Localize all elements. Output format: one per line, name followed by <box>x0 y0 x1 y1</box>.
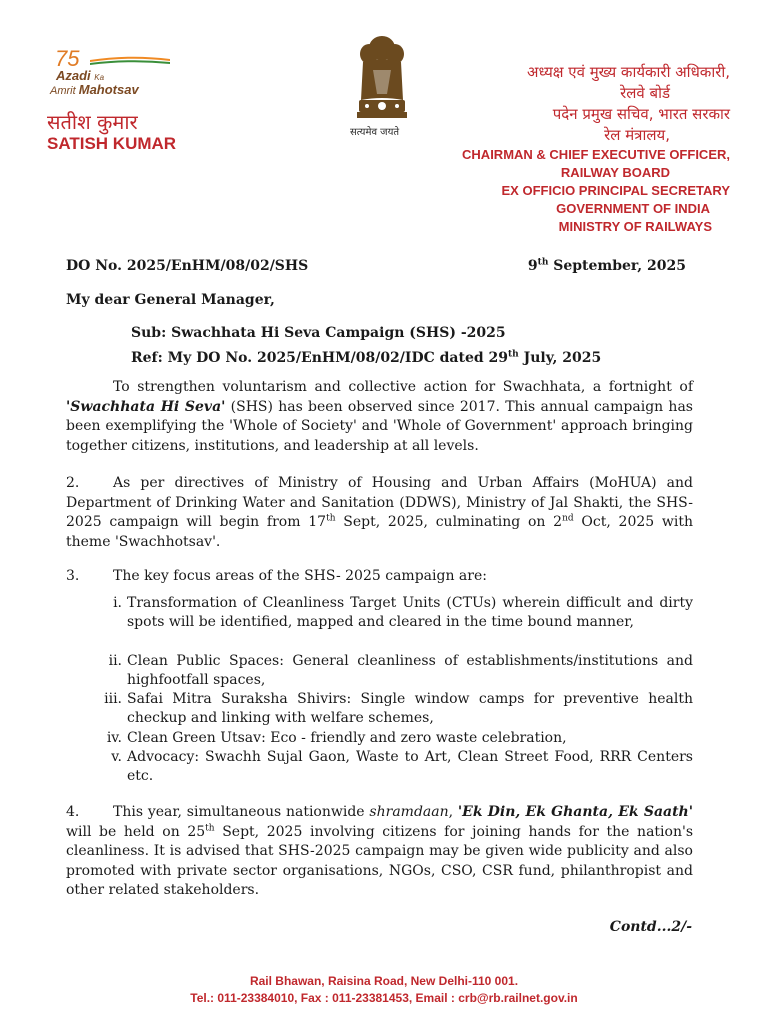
designation-hindi-2: रेलवे बोर्ड <box>620 84 670 102</box>
designation-hindi-4: रेल मंत्रालय, <box>604 126 670 144</box>
designation-block <box>410 62 730 236</box>
reference-line: Ref: My DO No. 2025/EnHM/08/02/IDC dated 29th July, 2025 <box>131 349 602 366</box>
salutation: My dear General Manager, <box>66 292 275 308</box>
paragraph-2: 2. As per directives of Ministry of Housing and Urban Affairs (MoHUA) and Department of Drinking Water and Sanitation (DDWS), Ministry of Jal Shakti, the SHS- 2025 campaign will begin from 17th Sept, 2025, culminating on 2nd Oct, 2025 with theme 'Swachhotsav'. <box>66 475 694 550</box>
paragraph-1: To strengthen voluntarism and collective action for Swachhata, a fortnight of 'Swachhata Hi Seva' (SHS) has been observed since 2017. This annual campaign has been exemplifying the 'Whole of Society' and 'Whole of Government' approach bringing together citizens, institutions, and leadership at all levels. <box>66 379 693 454</box>
designation-english-3: EX OFFICIO PRINCIPAL SECRETARY <box>501 183 730 198</box>
designation-english-1: CHAIRMAN & CHIEF EXECUTIVE OFFICER, <box>462 147 730 162</box>
designation-hindi-3: पदेन प्रमुख सचिव, भारत सरकार <box>552 105 730 123</box>
footer-address: Rail Bhawan, Raisina Road, New Delhi-110 001. <box>249 974 519 988</box>
letter-date: 9th September, 2025 <box>527 257 686 274</box>
list-item: v. Advocacy: Swachh Sujal Gaon, Waste to Art, Clean Street Food, RRR Centers etc. <box>111 749 693 784</box>
logo-line1: Azadi Ka <box>56 68 105 83</box>
designation-english-4: GOVERNMENT OF INDIA <box>556 201 710 216</box>
designation-english-5: MINISTRY OF RAILWAYS <box>558 219 712 234</box>
designation-hindi-1: अध्यक्ष एवं मुख्य कार्यकारी अधिकारी, <box>526 63 730 81</box>
azadi-ka-amrit-mahotsav-logo <box>50 46 180 106</box>
tricolour-swoosh-icon <box>90 56 170 66</box>
do-number: DO No. 2025/EnHM/08/02/SHS <box>66 258 309 274</box>
emblem-motto: सत्यमेव जयते <box>350 127 400 138</box>
continued-note: Contd...2/- <box>609 919 692 935</box>
sender-name-english: SATISH KUMAR <box>47 134 177 153</box>
subject-line: Sub: Swachhata Hi Seva Campaign (SHS) -2025 <box>131 325 506 341</box>
list-item: iii. Safai Mitra Suraksha Shivirs: Single window camps for preventive health checkup and linking with welfare schemes, <box>104 691 693 726</box>
logo-line2: Amrit Mahotsav <box>50 82 139 97</box>
designation-english-2: RAILWAY BOARD <box>560 165 670 180</box>
sender-name-hindi: सतीश कुमार <box>47 110 138 134</box>
logo-number: 75 <box>55 46 80 71</box>
footer-contact: Tel.: 011-23384010, Fax : 011-23381453, Email : crb@rb.railnet.gov.in <box>190 991 578 1005</box>
list-item: ii. Clean Public Spaces: General cleanliness of establishments/institutions and highfootfall spaces, <box>108 653 693 688</box>
paragraph-3: 3. The key focus areas of the SHS- 2025 campaign are: <box>66 568 487 584</box>
paragraph-4: 4. This year, simultaneous nationwide shramdaan, 'Ek Din, Ek Ghanta, Ek Saath' will be held on 25th Sept, 2025 involving citizens for joining hands for the nation's cleanliness. It is advised that SHS-2025 campaign may be given wide publicity and also promoted with private sector organisations, NGOs, CSO, CSR fund, philanthropist and other related stakeholders. <box>66 804 694 898</box>
list-item: i. Transformation of Cleanliness Target Units (CTUs) wherein difficult and dirty spots will be identified, mapped and cleared in the time bound manner, <box>113 595 693 630</box>
list-item: iv. Clean Green Utsav: Eco - friendly and zero waste celebration, <box>106 730 567 746</box>
